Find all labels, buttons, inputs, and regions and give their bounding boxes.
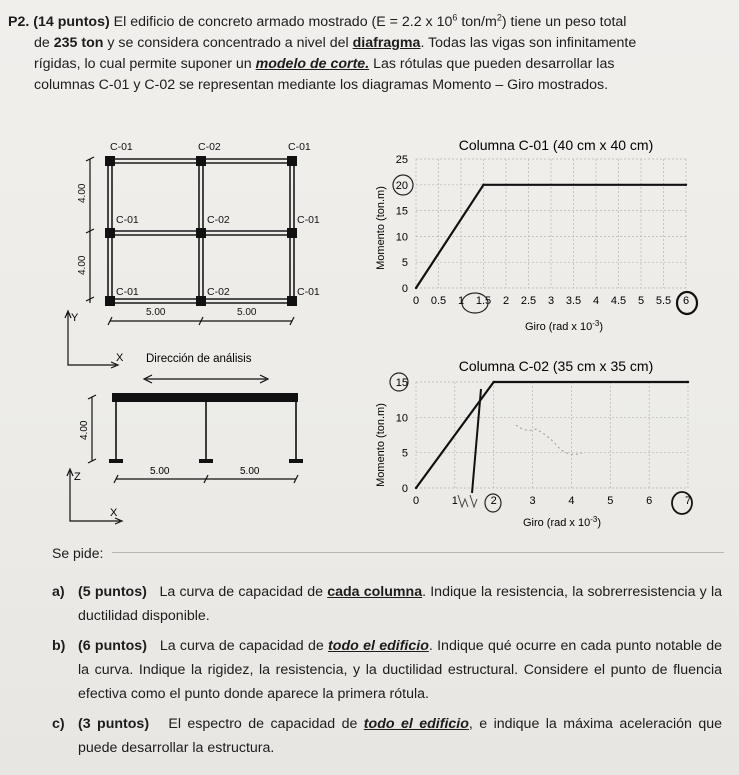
- line-2: [8, 33, 730, 54]
- xlabel-main: Giro (rad x 10: [524, 321, 593, 333]
- plan-label-top-1: C-01: [110, 141, 133, 153]
- x-tick-label: 1: [457, 295, 465, 307]
- rigid-beam: [112, 393, 298, 402]
- question-b-emph: todo el edificio: [328, 638, 429, 654]
- faint-scribble: [516, 425, 582, 454]
- sup: 6: [452, 12, 458, 23]
- chart-c02: [366, 345, 706, 540]
- question-c-emph: todo el edificio: [363, 716, 469, 732]
- plan-label-top-2: C-02: [198, 141, 221, 153]
- problem-id: P2.: [8, 14, 30, 30]
- question-a-text: [78, 580, 722, 628]
- data-point: [415, 287, 417, 289]
- question-b-text: [78, 634, 722, 706]
- text: rígidas, lo cual permite suponer un: [34, 56, 256, 72]
- x-tick-label: 3: [529, 495, 536, 507]
- x-tick-label: 5.5: [655, 295, 672, 307]
- sup: 2: [496, 12, 502, 23]
- text: . Todas las vigas son infinitamente: [420, 35, 637, 51]
- weight-value: 235 ton: [53, 35, 104, 51]
- text: La curva de capacidad de: [159, 638, 329, 654]
- x-tick-label: 6: [682, 295, 690, 307]
- y-tick-label: 5: [401, 447, 408, 460]
- x-tick-label: 5: [637, 295, 645, 307]
- text: El espectro de capacidad de: [168, 716, 364, 732]
- xlabel-sup: -3: [592, 319, 600, 328]
- y-tick-label: 15: [395, 205, 408, 218]
- y-tick-label: 0: [401, 483, 408, 495]
- question-c: [52, 712, 722, 760]
- data-point: [482, 184, 484, 186]
- analysis-direction: Dirección de análisis: [146, 353, 252, 365]
- y-tick-label: 10: [395, 412, 408, 425]
- text: . Indique la resistencia, la sobrerresistencia y la ductilidad disponible.: [78, 584, 723, 624]
- x-tick-label: 0: [412, 495, 420, 507]
- data-point: [415, 487, 417, 489]
- data-point: [493, 381, 495, 383]
- separator: [112, 552, 724, 553]
- x-tick-label: 2.5: [520, 295, 537, 307]
- problem-points: (14 puntos): [33, 14, 110, 30]
- xlabel-main: Giro (rad x 10: [522, 517, 591, 529]
- plan-label-bot-2: C-02: [207, 286, 230, 298]
- diafragma-term: diafragma: [352, 35, 421, 51]
- text: . Indique qué ocurre en cada punto notable de la curva. Indique la rigidez, la resistencia, y la ductilidad estructural. Considere el punto de fluencia efectiva como el punto donde aparece la primera rótula.: [78, 638, 723, 702]
- chart-c02-xlabel: [523, 515, 601, 529]
- x-tick-label: 4: [568, 495, 575, 507]
- elev-dim-y: 4.00: [79, 420, 90, 440]
- chart-c01-xlabel: [525, 319, 603, 333]
- x-tick-label: 1.5: [475, 295, 492, 307]
- question-a-points: (5 puntos): [78, 584, 147, 600]
- plan-label-mid-2: C-02: [207, 214, 230, 226]
- question-b-label: b): [52, 638, 66, 654]
- request-heading: Se pide:: [52, 545, 104, 561]
- text: de: [34, 35, 54, 51]
- plan-label-bot-1: C-01: [116, 286, 139, 298]
- modelo-term: modelo de corte.: [255, 56, 370, 72]
- chart-c01: [366, 128, 706, 340]
- plan-label-top-3: C-01: [288, 141, 311, 153]
- elev-dim-x-2: 5.00: [240, 466, 260, 477]
- questions: [52, 580, 722, 766]
- text: y se considera concentrado a nivel del: [103, 35, 353, 51]
- chart-c02-ylabel: Momento (ton.m): [375, 403, 387, 487]
- plan-axis-x: X: [116, 352, 124, 364]
- x-tick-label: 0: [412, 295, 420, 307]
- plan-label-bot-3: C-01: [297, 286, 320, 298]
- y-tick-label: 25: [395, 154, 408, 166]
- plan-label-mid-3: C-01: [297, 214, 320, 226]
- chart-c02-title: Columna C-02 (35 cm x 35 cm): [458, 358, 654, 374]
- x-tick-label: 2: [490, 495, 497, 507]
- hand-scribble: [458, 495, 477, 507]
- question-a-emph: cada columna: [327, 584, 423, 600]
- question-b: [52, 634, 722, 706]
- y-tick-label: 5: [401, 257, 408, 270]
- question-a: [52, 580, 722, 628]
- x-tick-label: 3.5: [565, 295, 582, 307]
- line-3: [8, 54, 730, 75]
- moment-rotation-line: [416, 382, 688, 488]
- x-tick-label: 2: [502, 295, 510, 307]
- plan-dim-y-2: 4.00: [77, 255, 88, 275]
- line-1: [8, 12, 730, 33]
- elevation-view: [60, 385, 350, 535]
- chart-c01-ylabel: Momento (ton.m): [375, 186, 387, 270]
- line-4: [8, 75, 730, 96]
- problem-statement: [8, 12, 730, 96]
- y-tick-label: 15: [395, 377, 408, 389]
- text: columnas C-01 y C-02 se representan mediante los diagramas Momento – Giro mostrados.: [34, 77, 609, 93]
- xlabel-end: ): [599, 321, 604, 333]
- question-b-points: (6 puntos): [78, 638, 147, 654]
- elev-dim-x-1: 5.00: [150, 466, 170, 477]
- x-tick-label: 4.5: [610, 295, 627, 307]
- x-tick-label: 5: [607, 495, 614, 507]
- plan-dim-x-2: 5.00: [237, 307, 257, 318]
- x-tick-label: 0.5: [430, 295, 447, 307]
- text: ) tiene un peso total: [501, 14, 627, 30]
- plan-dim-y-1: 4.00: [77, 183, 88, 203]
- question-c-label: c): [52, 716, 65, 732]
- text: La curva de capacidad de: [159, 584, 328, 600]
- chart-c01-title: Columna C-01 (40 cm x 40 cm): [458, 137, 654, 153]
- data-point: [687, 381, 689, 383]
- y-tick-label: 10: [395, 231, 408, 244]
- x-tick-label: 6: [646, 495, 653, 507]
- y-tick-label: 0: [401, 283, 408, 295]
- plan-axis-y: Y: [71, 312, 79, 324]
- question-c-text: [78, 712, 722, 760]
- xlabel-end: ): [597, 517, 602, 529]
- x-tick-label: 4: [592, 295, 600, 307]
- x-tick-label: 1: [451, 495, 458, 507]
- elev-axis-x: X: [110, 507, 118, 519]
- x-tick-label: 7: [684, 495, 692, 507]
- elev-axis-z: Z: [74, 471, 81, 483]
- text: El edificio de concreto armado mostrado (E = 2.2 x 10: [113, 14, 453, 30]
- text: Las rótulas que pueden desarrollar las: [369, 56, 615, 72]
- plan-label-mid-1: C-01: [116, 214, 139, 226]
- question-c-points: (3 puntos): [78, 716, 150, 732]
- question-a-label: a): [52, 584, 65, 600]
- x-tick-label: 3: [547, 295, 555, 307]
- y-tick-label: 20: [395, 179, 408, 192]
- text: , e indique la máxima aceleración que puede desarrollar la estructura.: [78, 716, 723, 756]
- data-point: [685, 184, 687, 186]
- text: ton/m: [457, 14, 497, 30]
- xlabel-sup: -3: [590, 515, 598, 524]
- plan-view: [60, 135, 350, 395]
- plan-dim-x-1: 5.00: [146, 307, 166, 318]
